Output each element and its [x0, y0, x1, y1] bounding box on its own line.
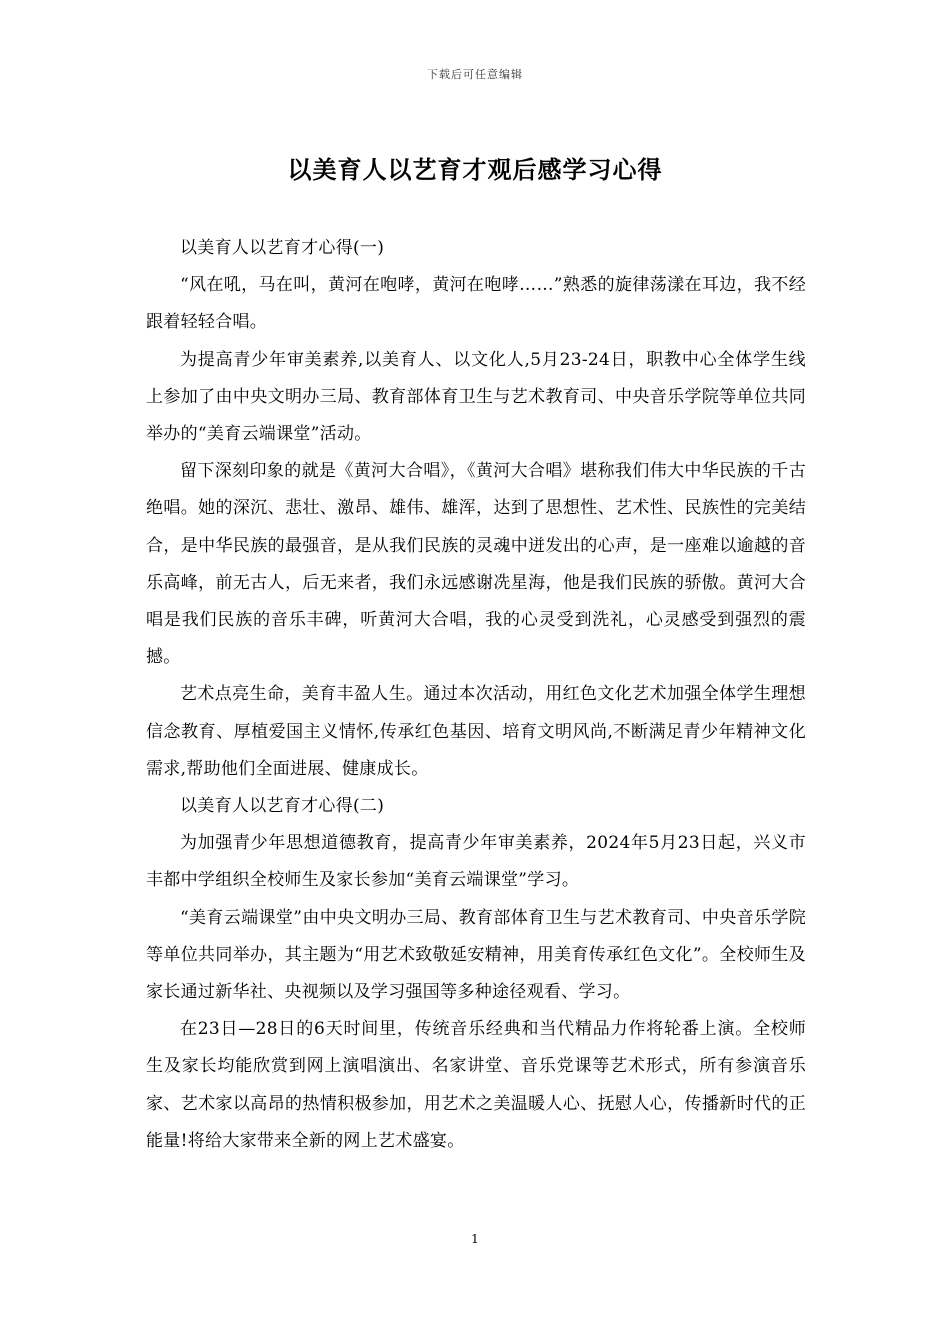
- section-heading-2: 以美育人以艺育才心得(二): [180, 796, 385, 817]
- page-number: 1: [471, 1232, 479, 1246]
- section-heading-1: 以美育人以艺育才心得(一): [180, 238, 385, 258]
- document-body: [146, 230, 806, 1160]
- paragraph: 为提高青少年审美素养,以美育人、以文化人,5月23-24日，职教中心全体学生线上参加了由中央文明办三局、教育部体育卫生与艺术教育司、中央音乐学院等单位共同举办的“美育云端课堂”活动。: [146, 349, 806, 445]
- paragraph: “风在吼，马在叫，黄河在咆哮，黄河在咆哮……”熟悉的旋律荡漾在耳边，我不经跟着轻轻合唱。: [146, 275, 806, 333]
- paragraph: 为加强青少年思想道德教育，提高青少年审美素养，2024年5月23日起，兴义市丰都中学组织全校师生及家长参加“美育云端课堂”学习。: [146, 833, 806, 891]
- header-note: 下载后可任意编辑: [427, 68, 523, 81]
- paragraph: 在23日—28日的6天时间里，传统音乐经典和当代精品力作将轮番上演。全校师生及家长均能欣赏到网上演唱演出、名家讲堂、音乐党课等艺术形式，所有参演音乐家、艺术家以高昂的热情积极参加，用艺术之美温暖人心、抚慰人心，传播新时代的正能量!将给大家带来全新的网上艺术盛宴。: [146, 1019, 806, 1151]
- paragraph: 留下深刻印象的就是《黄河大合唱》，《黄河大合唱》堪称我们伟大中华民族的千古绝唱。她的深沉、悲壮、激昂、雄伟、雄浑，达到了思想性、艺术性、民族性的完美结合，是中华民族的最强音，是从我们民族的灵魂中迸发出的心声，是一座难以逾越的音乐高峰，前无古人，后无来者，我们永远感谢冼星海，他是我们民族的骄傲。黄河大合唱是我们民族的音乐丰碑，听黄河大合唱，我的心灵受到洗礼，心灵感受到强烈的震撼。: [146, 461, 806, 668]
- document-title: 以美育人以艺育才观后感学习心得: [287, 156, 663, 184]
- paragraph: “美育云端课堂”由中央文明办三局、教育部体育卫生与艺术教育司、中央音乐学院等单位共同举办，其主题为“用艺术致敬延安精神，用美育传承红色文化”。全校师生及家长通过新华社、央视频以及学习强国等多种途径观看、学习。: [146, 907, 806, 1003]
- paragraph: 艺术点亮生命，美育丰盈人生。通过本次活动，用红色文化艺术加强全体学生理想信念教育、厚植爱国主义情怀,传承红色基因、培育文明风尚,不断满足青少年精神文化需求,帮助他们全面进展、健康成长。: [146, 684, 806, 779]
